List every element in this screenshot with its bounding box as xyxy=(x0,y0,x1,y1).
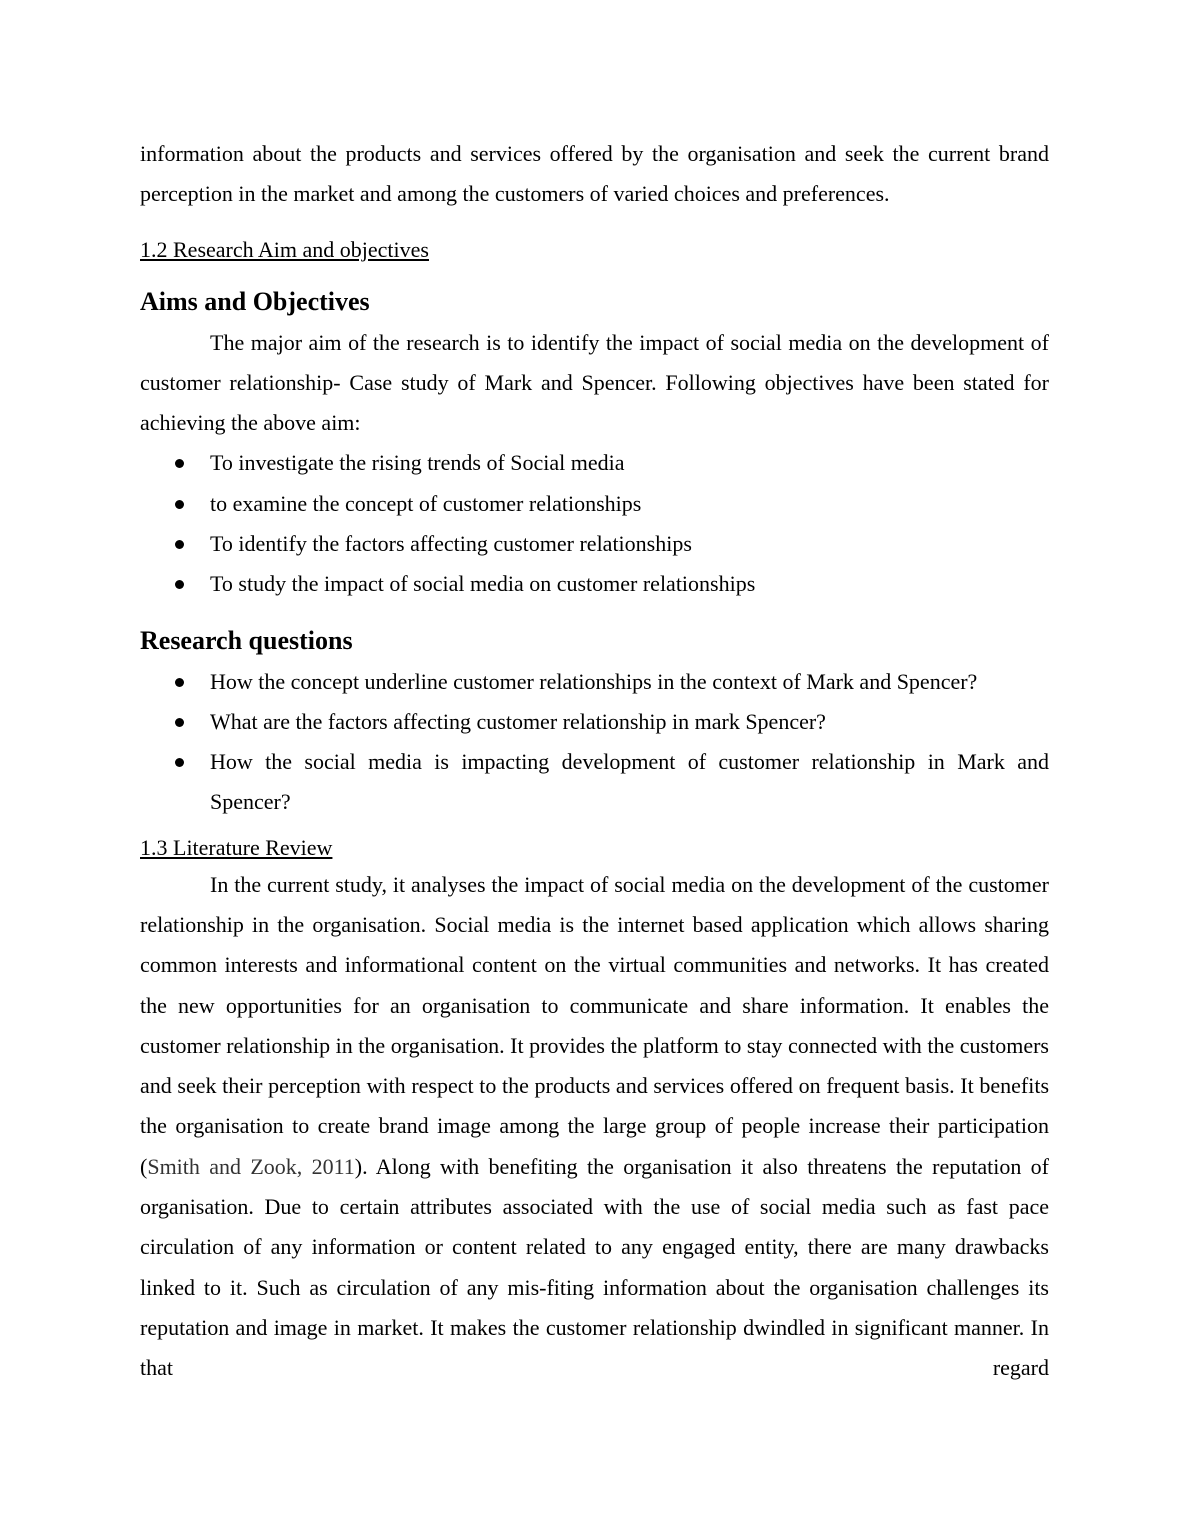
objectives-list xyxy=(140,443,1049,604)
bullet-icon xyxy=(175,758,184,767)
aims-paragraph: The major aim of the research is to identify the impact of social media on the development of customer relationship- Case study of Mark and Spencer. Following objectives have been stated for achieving the above aim: xyxy=(140,329,1049,436)
bullet-icon xyxy=(175,459,184,468)
section-title-research-aim: 1.2 Research Aim and objectives xyxy=(140,236,429,262)
citation: Smith and Zook, 2011 xyxy=(147,1153,355,1179)
objective-text: To identify the factors affecting customer relationships xyxy=(210,531,692,557)
literature-text-part-2: ). Along with benefiting the organisation it also threatens the reputation of organisation. Due to certain attributes associated with the use of social media such as fast pace circulation of any information or content related to any engaged entity, there are many drawbacks linked to it. Such as circulation of any mis-fiting information about the organisation challenges its reputation and image in market. It makes the customer relationship dwindled in significant manner. In that regard xyxy=(140,1153,1049,1381)
question-text: How the concept underline customer relationships in the context of Mark and Spencer? xyxy=(210,668,978,694)
aims-objectives-heading: Aims and Objectives xyxy=(140,286,370,316)
research-questions-heading: Research questions xyxy=(140,625,353,655)
objective-text: To study the impact of social media on customer relationships xyxy=(210,571,756,597)
bullet-icon xyxy=(175,718,184,727)
list-item xyxy=(140,702,1049,742)
bullet-icon xyxy=(175,580,184,589)
question-text: How the social media is impacting development of customer relationship in Mark and Spencer? xyxy=(210,748,1049,814)
bullet-icon xyxy=(175,540,184,549)
list-item xyxy=(140,564,1049,604)
bullet-icon xyxy=(175,678,184,687)
list-item xyxy=(140,662,1049,702)
objective-text: to examine the concept of customer relationships xyxy=(210,490,642,516)
list-item xyxy=(140,443,1049,483)
literature-review-paragraph xyxy=(140,865,1049,1389)
question-text: What are the factors affecting customer relationship in mark Spencer? xyxy=(210,708,826,734)
literature-text-part-1: In the current study, it analyses the impact of social media on the development of the customer relationship in the organisation. Social media is the internet based application which allows sharing common interests and informational content on the virtual communities and networks. It has created the new opportunities for an organisation to communicate and share information. It enables the customer relationship in the organisation. It provides the platform to stay connected with the customers and seek their perception with respect to the products and services offered on frequent basis. It benefits the organisation to create brand image among the large group of people increase their participation ( xyxy=(140,871,1049,1179)
document-page xyxy=(140,134,1049,1389)
list-item xyxy=(140,524,1049,564)
intro-paragraph: information about the products and services offered by the organisation and seek the current brand perception in the market and among the customers of varied choices and preferences. xyxy=(140,141,1049,207)
list-item xyxy=(140,742,1049,822)
section-title-literature-review: 1.3 Literature Review xyxy=(140,834,333,860)
list-item xyxy=(140,484,1049,524)
research-questions-list xyxy=(140,662,1049,822)
objective-text: To investigate the rising trends of Social media xyxy=(210,450,625,476)
bullet-icon xyxy=(175,500,184,509)
